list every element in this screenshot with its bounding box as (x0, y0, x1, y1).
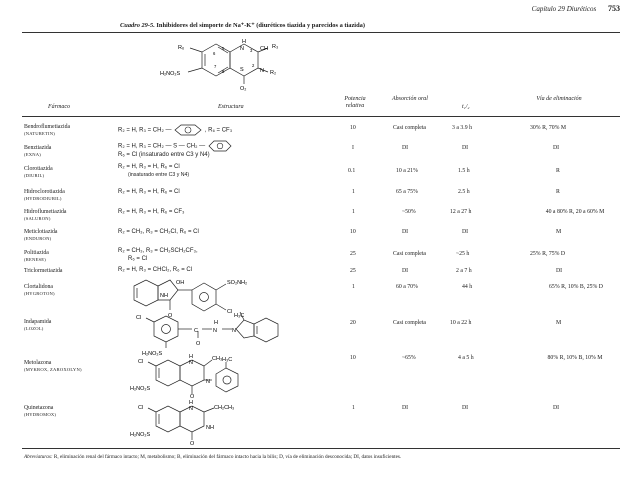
chlortalidone-nh: NH (160, 293, 168, 299)
top-rule (22, 32, 620, 33)
chlortalidone-oh: OH (176, 280, 185, 286)
row-structure-benztiazida (118, 140, 233, 160)
caption-text: Inhibidores del simporte de Na⁺-K⁺ (diuréticos tiazida y parecidos a tiazida) (156, 22, 365, 29)
row-structure-bendroflumetiazida (118, 124, 232, 136)
half-life-value: 1.5 h (458, 168, 470, 174)
indapamide-h: H (214, 320, 218, 326)
chlortalidone-o: O (168, 313, 173, 318)
quinethazone-cl: Cl (138, 405, 144, 411)
absorption-value: Casi completa (393, 125, 427, 131)
structure-formula-line2: R₆ = Cl (128, 255, 148, 262)
col-header-potency: Potencia relativa (344, 96, 366, 109)
potency-value: 25 (350, 268, 356, 274)
row-structure-triclormetiazida (118, 267, 192, 275)
core-num-6: 6 (213, 51, 216, 56)
structure-formula: R₂ = H, R₃ = H, R₆ = Cl (118, 189, 180, 195)
potency-value: 0.1 (348, 168, 356, 174)
potency-value: 20 (350, 320, 356, 326)
core-h2no2s: H₂NO₂S (160, 71, 181, 77)
core-num-2: 2 (252, 63, 255, 68)
metolazone-n2: N (206, 379, 210, 385)
metolazone-o: O (190, 394, 195, 398)
col-header-half-life: t₁/₂ (462, 104, 470, 110)
core-h: H (242, 39, 246, 45)
benzene-ring-icon (173, 124, 203, 136)
table-caption (120, 21, 365, 29)
core-o2: O₂ (240, 86, 247, 92)
drug-name: Benztiazida (24, 145, 52, 151)
drug-trade-name: (DIURIL) (24, 172, 45, 178)
potency-value: 10 (350, 125, 356, 131)
potency-value: 10 (350, 229, 356, 235)
core-n4: N (240, 46, 244, 52)
quinethazone-h2no2s: H₂NO₂S (130, 432, 151, 438)
row-drug-triclormetiazida (24, 268, 62, 275)
metolazone-structure (126, 352, 286, 398)
row-drug-clortalidona (24, 284, 55, 296)
drug-trade-name: (MYKROX, ZAROXOLYN) (24, 366, 82, 372)
indapamide-n2: N (232, 328, 236, 334)
structure-formula: R₂ = H, R₃ = H, R₆ = CF₃ (118, 209, 185, 215)
drug-trade-name: (EXNA) (24, 151, 42, 157)
drug-name: Politiazida (24, 250, 49, 256)
quinethazone-o: O (190, 441, 195, 446)
drug-trade-name: (NATURETIN) (24, 130, 56, 136)
structure-formula: R₂ = H, R₃ = CH₂ — S — CH₂ — (118, 143, 206, 150)
elimination-value: 25% R, 75% D (530, 251, 566, 257)
row-drug-clorotiazida (24, 166, 53, 178)
drug-trade-name: (LOZOL) (24, 325, 44, 331)
metolazone-n: N (189, 360, 193, 366)
absorption-value: ~50% (402, 209, 416, 215)
absorption-value: DI (402, 405, 409, 411)
running-head-chapter: Capítulo 29 (531, 5, 565, 13)
elimination-value: DI (556, 268, 563, 274)
half-life-value: DI (462, 229, 469, 235)
absorption-value: DI (402, 229, 409, 235)
drug-name: Indapamida (24, 319, 52, 325)
core-r2: R₂ (270, 70, 277, 76)
row-structure-meticlotiazida (118, 229, 199, 237)
quinethazone-ch2ch3: CH₂CH₃ (214, 405, 235, 411)
header-rule (22, 116, 620, 117)
core-n2: N (260, 68, 264, 74)
core-num-8: 8 (222, 69, 225, 74)
metolazone-h2no2s: H₂NO₂S (130, 386, 151, 392)
quinethazone-nh: NH (206, 425, 214, 431)
half-life-value: 12 a 27 h (450, 209, 472, 215)
elimination-value: 40 a 80% R, 20 a 60% M (545, 209, 605, 215)
half-life-value: 3 a 3.9 h (452, 125, 472, 131)
running-head-title: Diuréticos (566, 5, 597, 13)
row-structure-hidroflumetiazida (118, 209, 184, 217)
potency-value: 1 (352, 209, 355, 215)
potency-value: 25 (350, 251, 356, 257)
caption-label: Cuadro 29-5. (120, 22, 155, 29)
structure-formula: R₂ = H, R₃ = H, R₆ = Cl (118, 164, 180, 170)
running-head (532, 4, 620, 13)
elimination-value: DI (553, 145, 560, 151)
indapamide-cl: Cl (136, 315, 142, 321)
elimination-value: M (556, 320, 562, 326)
page-number: 753 (608, 4, 620, 13)
row-drug-bendroflumetiazida (24, 124, 70, 136)
elimination-value: R (556, 189, 560, 195)
drug-name: Triclormetiazida (24, 268, 63, 274)
thiazide-core-structure (160, 38, 320, 94)
col-header-absorption: Absorción oral (392, 96, 428, 102)
row-drug-hidroclorotiazida (24, 189, 65, 201)
table-footnote (24, 454, 624, 461)
row-drug-metolazona (24, 360, 94, 372)
core-r3: R₃ (272, 44, 279, 50)
benzene-ring-icon (207, 140, 233, 152)
drug-name: Hidroflumetiazida (24, 209, 67, 215)
row-drug-indapamida (24, 319, 51, 331)
absorption-value: DI (402, 268, 409, 274)
half-life-value: 4 a 5 h (458, 355, 474, 361)
structure-formula-line2: R₆ = Cl (insaturado entre C3 y N4) (118, 152, 210, 158)
drug-trade-name: (SALURON) (24, 215, 51, 221)
core-num-3: 3 (250, 48, 253, 53)
core-ch: CH (260, 46, 268, 52)
structure-formula-tail: , R₆ = CF₃ (204, 127, 233, 134)
drug-name: Clortalidona (24, 284, 53, 290)
potency-value: 1 (352, 405, 355, 411)
quinethazone-n: N (189, 406, 193, 412)
drug-name: Clorotiazida (24, 166, 53, 172)
elimination-value: 80% R, 10% B, 10% M (547, 355, 603, 361)
quinethazone-structure (126, 398, 266, 446)
half-life-value: DI (462, 405, 469, 411)
metolazone-h: H (189, 354, 193, 360)
footnote-label: Abreviaturas: (24, 454, 53, 460)
core-r6: R₆ (178, 45, 185, 51)
row-structure-clorotiazida (118, 164, 189, 179)
half-life-value: ~25 h (456, 251, 470, 257)
half-life-value: 10 a 22 h (450, 320, 472, 326)
bottom-rule (22, 448, 620, 449)
indapamide-o: O (196, 341, 201, 347)
indapamide-h3c: H₃C (234, 313, 245, 319)
drug-name: Metolazona (24, 360, 52, 366)
chlortalidone-so2nh2: SO₂NH₂ (227, 280, 248, 286)
potency-value: I (352, 145, 354, 151)
elimination-value: 30% R, 70% M (530, 125, 567, 131)
drug-trade-name: (HYDROMOX) (24, 411, 57, 417)
absorption-value: 60 a 70% (396, 284, 418, 290)
potency-value: 1 (352, 189, 355, 195)
drug-trade-name: (ENDURON) (24, 235, 52, 241)
metolazone-cl: Cl (138, 359, 144, 365)
chlortalidone-cl: Cl (227, 309, 233, 315)
potency-value: 10 (350, 355, 356, 361)
half-life-value: 2.5 h (458, 189, 470, 195)
indapamide-structure (126, 310, 296, 356)
structure-formula: R₂ = H, R₃ = CH₂ — (118, 127, 172, 134)
absorption-value: 10 a 21% (396, 168, 418, 174)
half-life-value: 44 h (462, 284, 473, 290)
half-life-value: 2 a 7 h (456, 268, 472, 274)
drug-trade-name: (HYGROTON) (24, 290, 55, 296)
col-header-elimination: Vía de eliminación (536, 96, 582, 102)
absorption-value: DI (402, 145, 409, 151)
absorption-value: Casi completa (393, 320, 427, 326)
absorption-value: 65 a 75% (396, 189, 418, 195)
core-num-7: 7 (214, 64, 217, 69)
quinethazone-h: H (189, 400, 193, 406)
structure-formula: R₂ = CH₃, R₃ = CH₂SCH₂CF₃, (118, 248, 198, 254)
metolazone-ch3: CH₃ (212, 356, 223, 362)
row-drug-meticlotiazida (24, 229, 57, 241)
elimination-value: DI (553, 405, 560, 411)
indapamide-n1: N (213, 328, 217, 334)
col-header-structure: Estructura (218, 104, 244, 110)
structure-formula-line2: (insaturado entre C3 y N4) (128, 171, 190, 178)
col-header-drug: Fármaco (48, 104, 70, 110)
drug-name: Bendroflumetiazida (24, 124, 71, 130)
elimination-value: M (556, 229, 562, 235)
row-drug-politiazida (24, 250, 49, 262)
drug-name: Quinetazona (24, 405, 54, 411)
drug-name: Hidroclorotiazida (24, 189, 65, 195)
indapamide-h2no2s: H₂NO₂S (142, 351, 163, 356)
elimination-value: R (556, 168, 560, 174)
row-drug-quinetazona (24, 405, 56, 417)
elimination-value: 65% R, 10% B, 25% D (549, 284, 603, 290)
drug-name: Meticlotiazida (24, 229, 58, 235)
structure-formula: R₂ = CH₃, R₃ = CH₂Cl, R₆ = Cl (118, 229, 199, 235)
drug-trade-name: (HYDRODIURIL) (24, 195, 62, 201)
row-structure-hidroclorotiazida (118, 189, 180, 197)
row-drug-benztiazida (24, 145, 51, 157)
core-num-5: 5 (222, 46, 225, 51)
structure-formula: R₂ = H, R₃ = CHCl₂, R₆ = Cl (118, 267, 193, 273)
potency-value: 1 (352, 284, 355, 290)
metolazone-h3c: H₃C (222, 357, 233, 363)
row-drug-hidroflumetiazida (24, 209, 67, 221)
half-life-value: DI (462, 145, 469, 151)
footnote-text: R, eliminación renal del fármaco intacto; M, metabolismo; B, eliminación del fármaco intacto hacia la bilis; D, vía de eliminación desconocida; DI, datos insuficientes. (53, 454, 402, 460)
indapamide-c: C (194, 328, 198, 334)
absorption-value: ~65% (402, 355, 416, 361)
core-s1: S (240, 67, 244, 73)
row-structure-politiazida (118, 248, 198, 263)
absorption-value: Casi completa (393, 251, 427, 257)
drug-trade-name: (RENESE) (24, 256, 47, 262)
